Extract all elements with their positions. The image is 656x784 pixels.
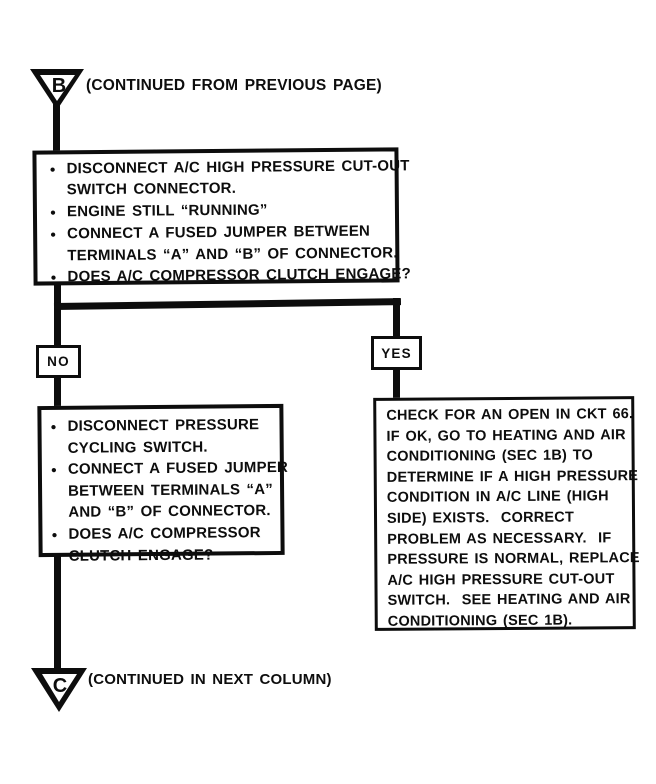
- step-box-no-branch: [37, 404, 289, 565]
- connector-c-caption: (CONTINUED IN NEXT COLUMN): [88, 671, 332, 688]
- no-label: NO: [47, 354, 70, 369]
- connector-line-step2-to-c: [54, 555, 61, 669]
- bullet-icon: ●: [49, 207, 57, 219]
- connector-b-caption: (CONTINUED FROM PREVIOUS PAGE): [86, 77, 382, 94]
- bullet-icon: ●: [50, 229, 57, 241]
- bullet-text: DOES A/C COMPRESSOR CLUTCH ENGAGE?: [67, 265, 412, 286]
- connector-line-yes-to-result: [393, 369, 400, 399]
- bullet-text: CONNECT A FUSED JUMPER BETWEEN TERMINALS “A” AND “B” OF CONNECTOR.: [67, 459, 289, 522]
- result-box-yes-branch: [373, 396, 640, 631]
- connector-c-label: C: [52, 675, 68, 697]
- list-item: [50, 414, 275, 459]
- connector-line-branch-to-yes: [393, 298, 400, 338]
- result-text: CHECK FOR AN OPEN IN CKT 66. IF OK, GO TO HEATING AND AIR CONDITIONING (SEC 1B) TO DETERMINE IF A HIGH PRESSURE CONDITION IN A/C LINE (HIGH SIDE) EXISTS. CORRECT PROBLEM AS NECESSARY. IF PRESSURE IS NORMAL, REPLACE A/C HIGH PRESSURE CUT-OUT SWITCH. SEE HEATING AND AIR CONDITIONING (SEC 1B).: [386, 406, 640, 630]
- bullet-text: DISCONNECT PRESSURE CYCLING SWITCH.: [67, 416, 260, 457]
- bullet-text: CONNECT A FUSED JUMPER BETWEEN TERMINALS “A” AND “B” OF CONNECTOR.: [67, 222, 398, 264]
- bullet-text: DOES A/C COMPRESSOR CLUTCH ENGAGE?: [68, 524, 261, 565]
- connector-line-step1-to-no: [54, 283, 61, 346]
- bullet-icon: ●: [51, 529, 58, 541]
- connector-c-triangle-icon: [30, 662, 88, 714]
- list-item: [51, 522, 276, 567]
- list-item: [50, 221, 398, 267]
- yes-label-box: [371, 336, 422, 370]
- bullet-icon: ●: [50, 465, 58, 477]
- list-item: [50, 198, 389, 223]
- list-item: [50, 457, 289, 524]
- step-box-initial-list: [36, 151, 412, 291]
- list-item: [49, 155, 410, 201]
- connector-line-no-to-step2: [54, 377, 61, 407]
- step-box-no-branch-list: [41, 408, 289, 569]
- bullet-icon: ●: [49, 164, 56, 176]
- step-box-initial: [32, 147, 412, 286]
- connector-line-b-to-step1: [53, 104, 60, 152]
- bullet-icon: ●: [50, 272, 57, 284]
- connector-b-label: B: [51, 75, 67, 97]
- bullet-text: DISCONNECT A/C HIGH PRESSURE CUT-OUT SWITCH CONNECTOR.: [66, 157, 410, 199]
- bullet-text: ENGINE STILL “RUNNING”: [66, 201, 268, 221]
- bullet-icon: ●: [50, 421, 57, 433]
- connector-line-branch-horizontal: [54, 298, 401, 310]
- yes-label: YES: [381, 345, 412, 361]
- no-label-box: [36, 345, 81, 378]
- list-item: [50, 264, 412, 289]
